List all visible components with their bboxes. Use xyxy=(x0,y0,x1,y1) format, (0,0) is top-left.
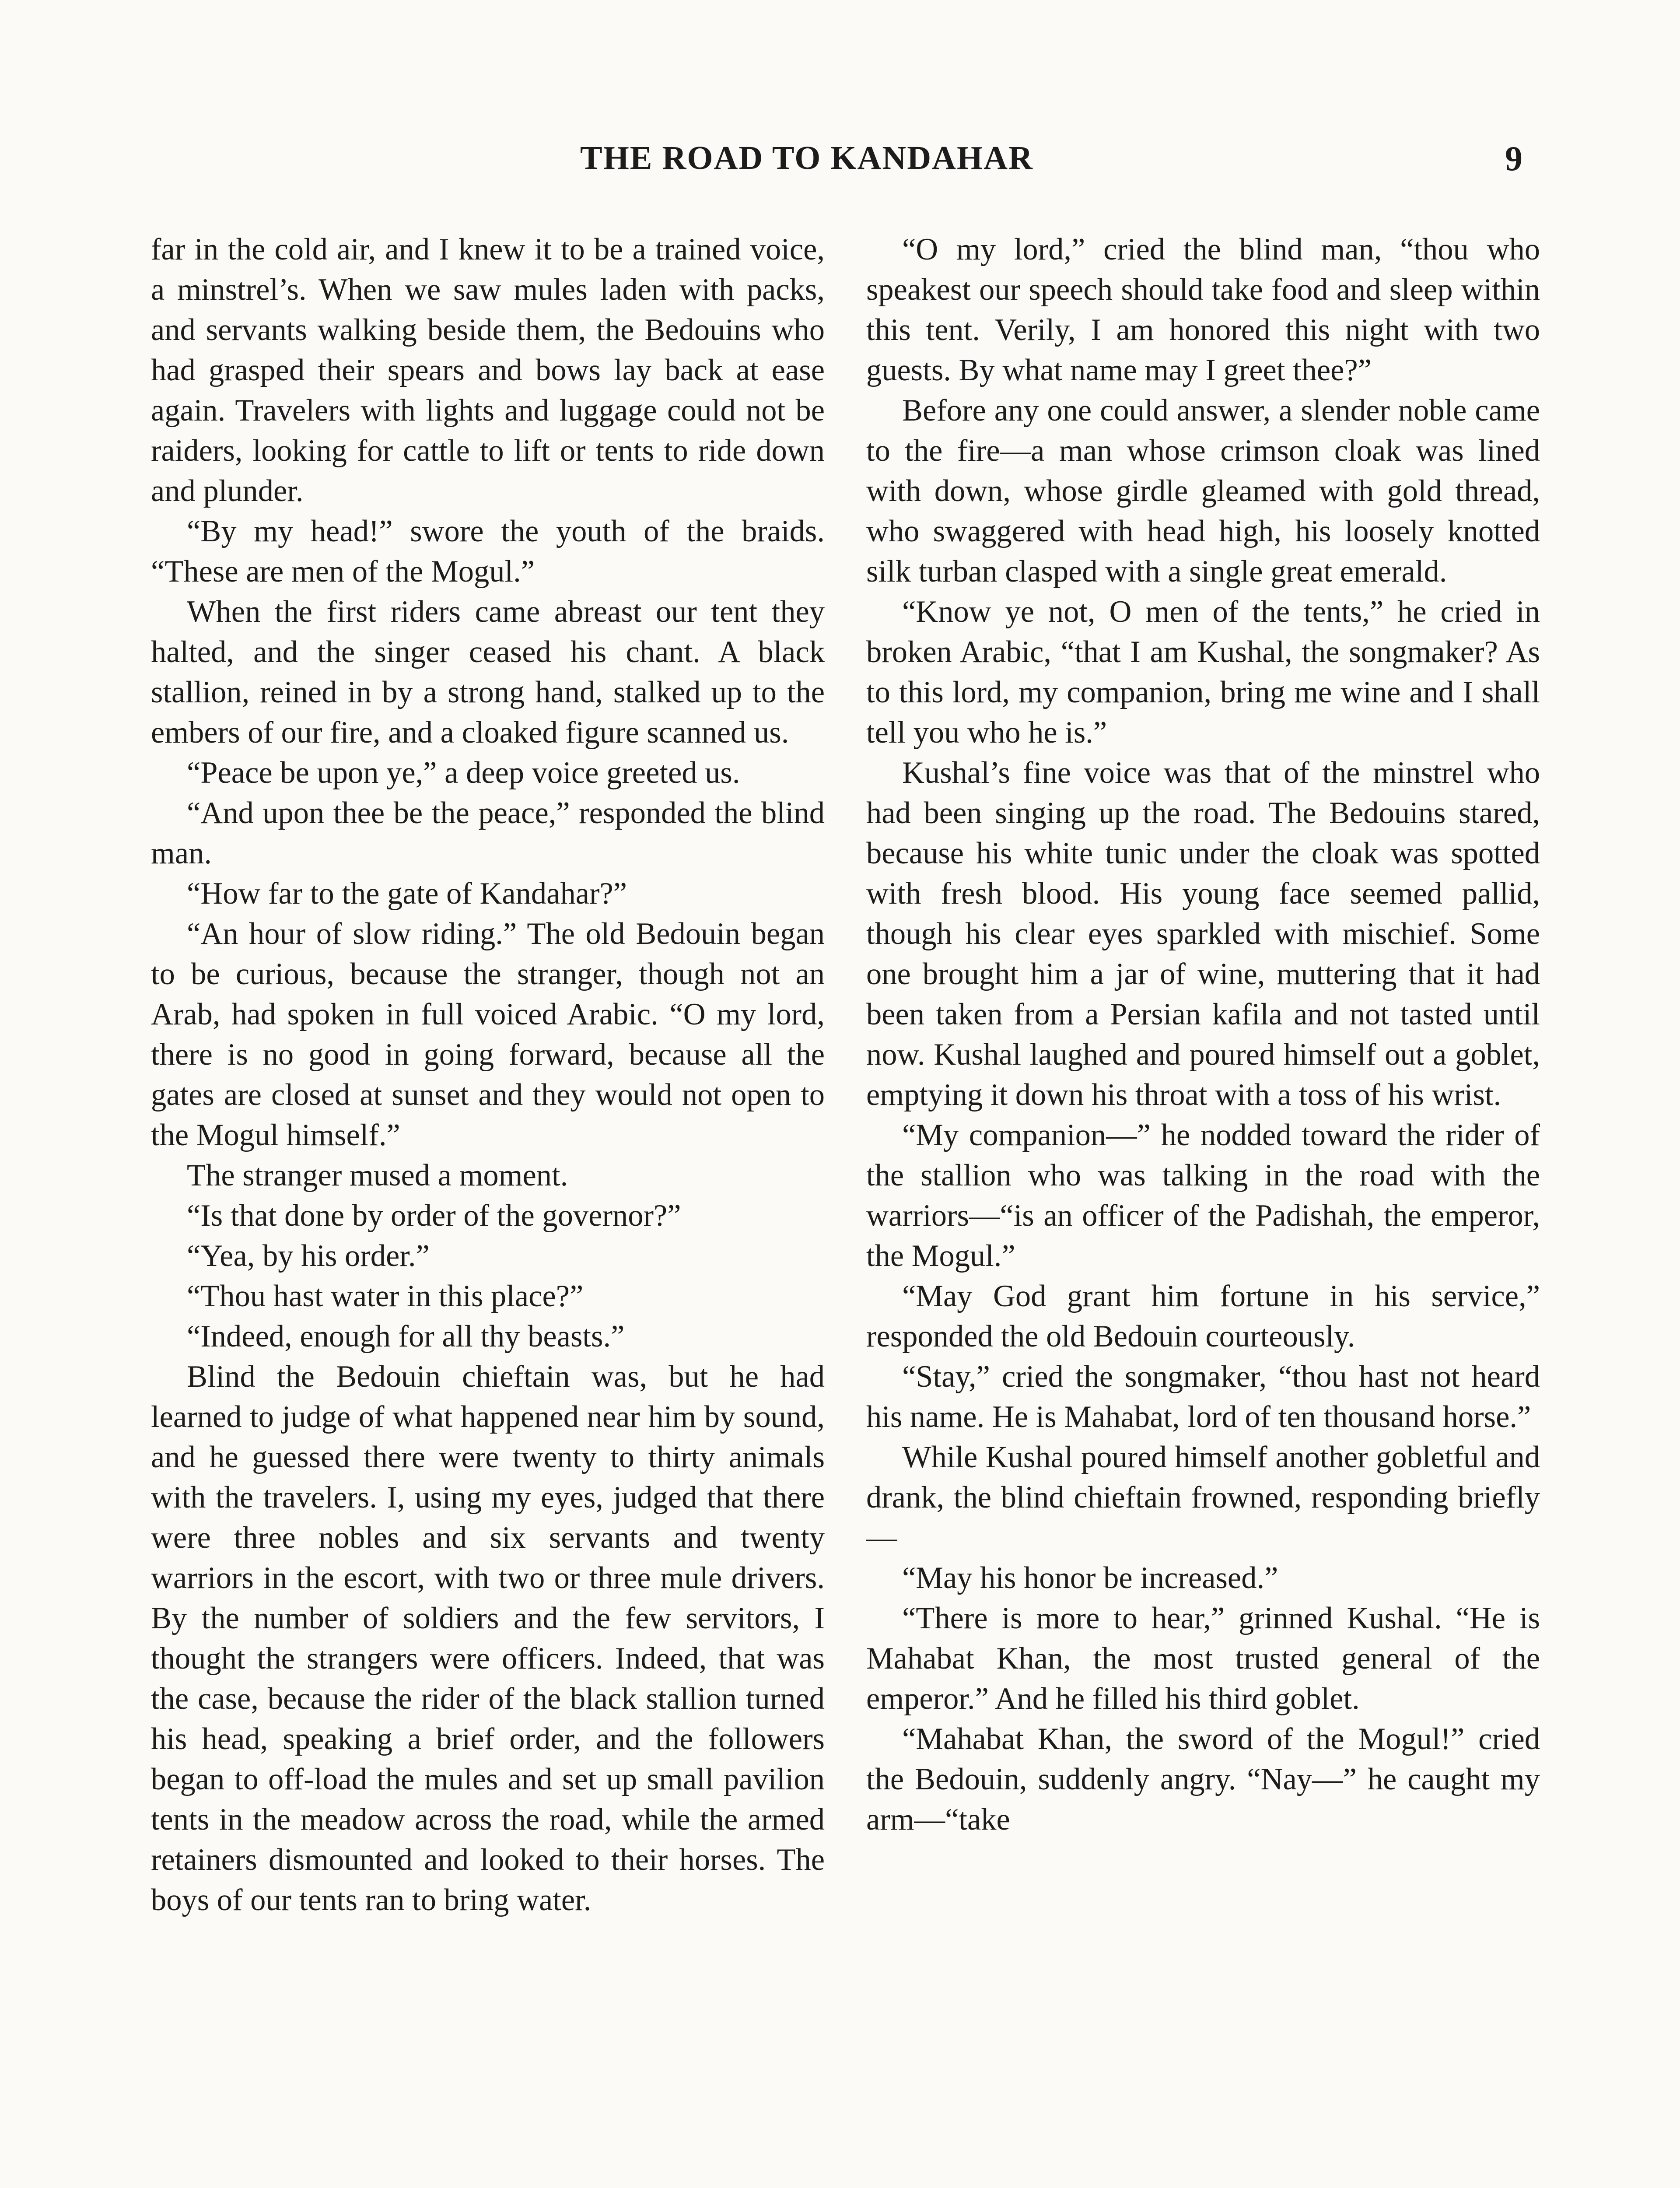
paragraph: Blind the Bedouin chieftain was, but he had learned to judge of what happened near him by sound, and he guessed there were twenty to thirty animals with the travelers. I, using my eyes, judged that there were three nobles and six servants and twenty warriors in the escort, with two or three mule drivers. By the number of soldiers and the few servitors, I thought the strangers were officers. Indeed, that was the case, because the rider of the black stallion turned his head, speaking a brief order, and the followers began to off-load the mules and set up small pavilion tents in the meadow across the road, while the armed retainers dismounted and looked to their horses. The boys of our tents ran to bring water. xyxy=(151,1360,825,1917)
running-head xyxy=(0,139,1680,192)
paragraph: “O my lord,” cried the blind man, “thou who speakest our speech should take food and sleep within this tent. Verily, I am honored this night with two guests. By what name may I greet thee?” xyxy=(866,232,1540,387)
paragraph: “Yea, by his order.” xyxy=(187,1239,430,1273)
paragraph: “Mahabat Khan, the sword of the Mogul!” cried the Bedouin, suddenly angry. “Nay—” he caught my arm—“take xyxy=(866,1722,1540,1837)
paragraph: Kushal’s fine voice was that of the minstrel who had been singing up the road. The Bedouins stared, because his white tunic under the cloak was spotted with fresh blood. His young face seemed pallid, though his clear eyes sparkled with mischief. Some one brought him a jar of wine, muttering that it had been taken from a Persian kafila and not tasted until now. Kushal laughed and poured himself out a goblet, emptying it down his throat with a toss of his wrist. xyxy=(866,756,1540,1112)
running-title: THE ROAD TO KANDAHAR xyxy=(580,140,1033,176)
page-number: 9 xyxy=(1505,140,1522,178)
paragraph: “And upon thee be the peace,” responded the blind man. xyxy=(151,796,825,870)
paragraph: While Kushal poured himself another gobletful and drank, the blind chieftain frowned, responding briefly— xyxy=(866,1440,1540,1555)
paragraph: “May God grant him fortune in his service,” responded the old Bedouin courteously. xyxy=(866,1279,1540,1353)
paragraph: “An hour of slow riding.” The old Bedouin began to be curious, because the stranger, though not an Arab, had spoken in full voiced Arabic. “O my lord, there is no good in going forward, because all the gates are closed at sunset and they would not open to the Mogul himself.” xyxy=(151,917,825,1152)
paragraph: “There is more to hear,” grinned Kushal. “He is Mahabat Khan, the most trusted general of the emperor.” And he filled his third goblet. xyxy=(866,1601,1540,1716)
paragraph: The stranger mused a moment. xyxy=(187,1158,568,1192)
paragraph: When the first riders came abreast our tent they halted, and the singer ceased his chant. A black stallion, reined in by a strong hand, stalked up to the embers of our fire, and a cloaked figure scanned us. xyxy=(151,595,825,750)
paragraph: “Peace be upon ye,” a deep voice greeted us. xyxy=(187,756,740,790)
paragraph: “My companion—” he nodded toward the rider of the stallion who was talking in the road with the warriors—“is an officer of the Padishah, the emperor, the Mogul.” xyxy=(866,1118,1540,1273)
paragraph: “How far to the gate of Kandahar?” xyxy=(187,877,627,911)
paragraph: “Know ye not, O men of the tents,” he cried in broken Arabic, “that I am Kushal, the songmaker? As to this lord, my companion, bring me wine and I shall tell you who he is.” xyxy=(866,595,1540,750)
paragraph: “Indeed, enough for all thy beasts.” xyxy=(187,1319,625,1353)
paragraph: “Thou hast water in this place?” xyxy=(187,1279,584,1313)
paragraph: “By my head!” swore the youth of the braids. “These are men of the Mogul.” xyxy=(151,514,825,589)
paragraph: Before any one could answer, a slender noble came to the fire—a man whose crimson cloak was lined with down, whose girdle gleamed with gold thread, who swaggered with head high, his loosely knotted silk turban clasped with a single great emerald. xyxy=(866,393,1540,589)
paragraph: “Stay,” cried the songmaker, “thou hast not heard his name. He is Mahabat, lord of ten thousand horse.” xyxy=(866,1360,1540,1434)
right-column xyxy=(866,229,1540,1840)
paragraph: “May his honor be increased.” xyxy=(902,1561,1278,1595)
paragraph: far in the cold air, and I knew it to be a trained voice, a minstrel’s. When we saw mules laden with packs, and servants walking beside them, the Bedouins who had grasped their spears and bows lay back at ease again. Travelers with lights and luggage could not be raiders, looking for cattle to lift or tents to ride down and plunder. xyxy=(151,232,825,508)
left-column xyxy=(151,229,825,1920)
paragraph: “Is that done by order of the governor?” xyxy=(187,1199,681,1233)
